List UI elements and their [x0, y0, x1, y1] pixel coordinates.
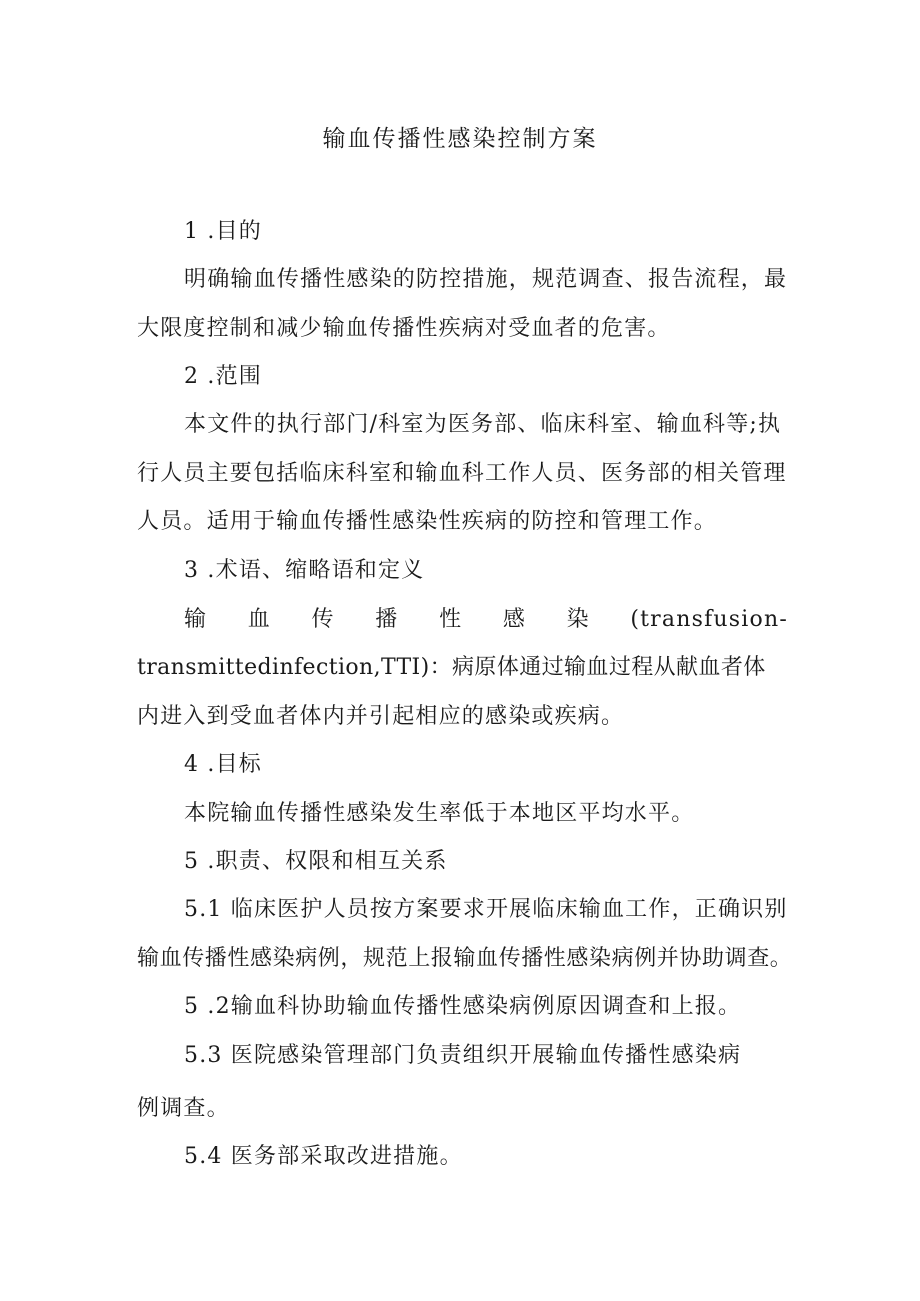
section-2-heading: 2 .范围 — [184, 364, 262, 389]
section-5-1-line-2: 输血传播性感染病例，规范上报输血传播性感染病例并协助调查。 — [137, 946, 793, 971]
section-1-text-line-2: 大限度控制和减少输血传播性疾病对受血者的危害。 — [137, 316, 671, 341]
section-1-heading: 1 .目的 — [184, 219, 262, 244]
section-1-text-line-1: 明确输血传播性感染的防控措施，规范调查、报告流程，最 — [184, 267, 788, 292]
section-2-text-line-2: 行人员主要包括临床科室和输血科工作人员、医务部的相关管理 — [137, 461, 787, 486]
section-3-text-line-3: 内进入到受血者体内并引起相应的感染或疾病。 — [137, 704, 625, 729]
section-5-1-line-1: 5.1 临床医护人员按方案要求开展临床输血工作，正确识别 — [184, 897, 788, 922]
section-4-text-line-1: 本院输血传播性感染发生率低于本地区平均水平。 — [184, 801, 695, 826]
document-title: 输血传播性感染控制方案 — [322, 126, 598, 152]
term-char: 输 — [184, 607, 208, 632]
section-3-heading: 3 .术语、缩略语和定义 — [184, 558, 425, 583]
term-char: 传 — [311, 607, 335, 632]
section-4-heading: 4 .目标 — [184, 752, 262, 777]
term-char: 血 — [247, 607, 271, 632]
term-char: 感 — [502, 607, 527, 632]
term-char: 染 — [566, 607, 590, 632]
section-3-text-line-1 — [184, 604, 788, 636]
section-5-3-line-1: 5.3 医院感染管理部门负责组织开展输血传播性感染病 — [184, 1043, 742, 1068]
term-char: 性 — [439, 607, 463, 632]
term-english: (transfusion- — [630, 607, 788, 632]
term-char: 播 — [375, 607, 399, 632]
section-5-3-line-2: 例调查。 — [137, 1096, 230, 1121]
section-5-4-line-1: 5.4 医务部采取改进措施。 — [184, 1144, 463, 1169]
section-5-2-line-1: 5 .2输血科协助输血传播性感染病例原因调查和上报。 — [184, 994, 742, 1019]
section-3-text-line-2: transmittedinfection,TTI)：病原体通过输血过程从献血者体 — [137, 655, 766, 680]
section-5-heading: 5 .职责、权限和相互关系 — [184, 849, 448, 874]
section-2-text-line-3: 人员。适用于输血传播性感染性疾病的防控和管理工作。 — [137, 509, 718, 534]
section-2-text-line-1: 本文件的执行部门/科室为医务部、临床科室、输血科等;执 — [184, 412, 782, 437]
